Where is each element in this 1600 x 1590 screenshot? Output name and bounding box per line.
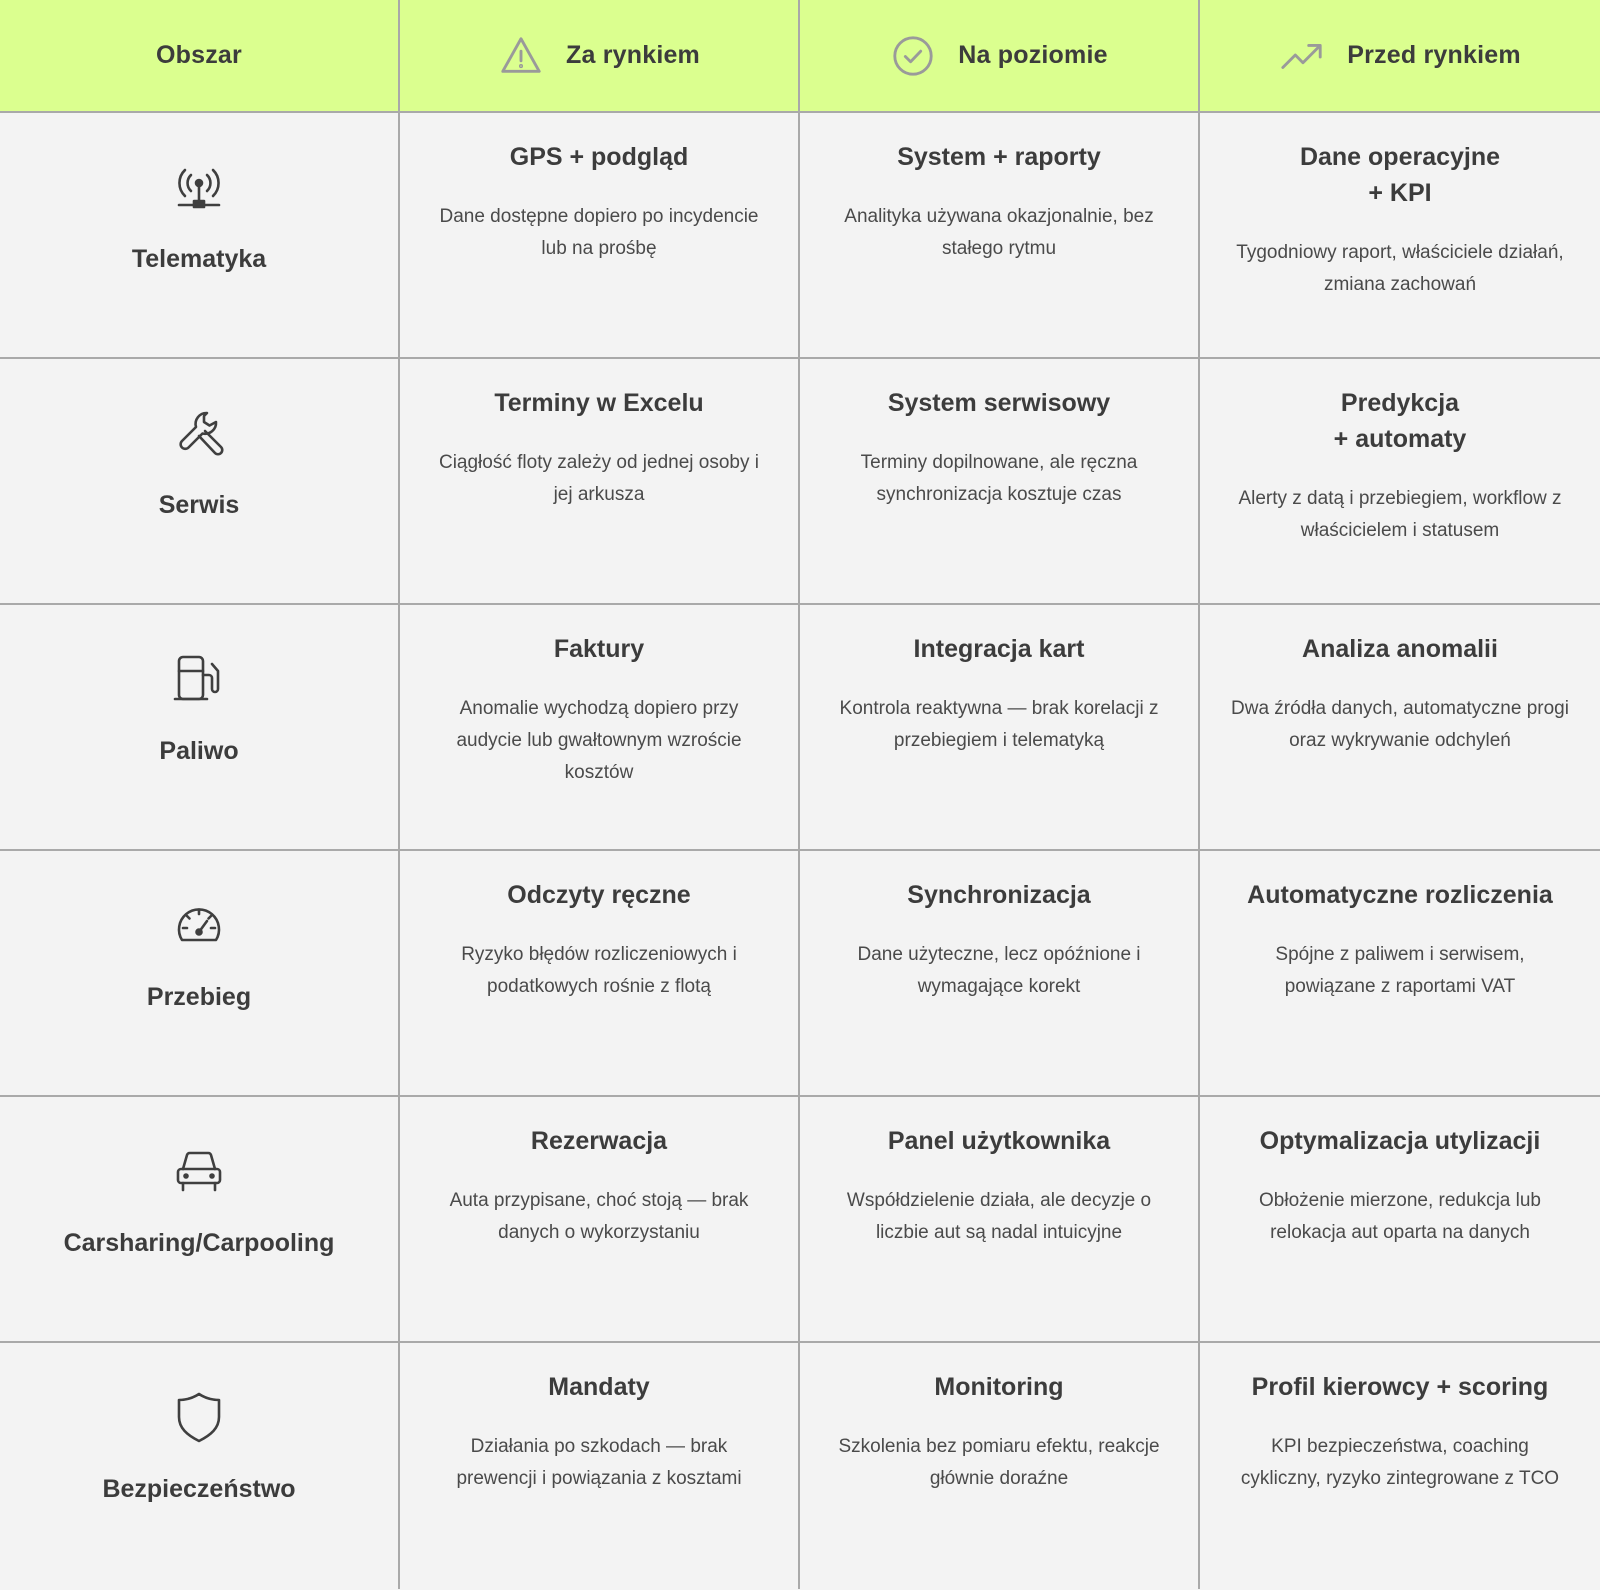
header-label-behind: Za rynkiem [565,41,700,69]
cell-description: KPI bezpieczeństwa, coaching cykliczny, ryzyko zintegrowane z TCO [1240,1436,1560,1489]
warning-triangle-icon [498,33,544,79]
cell-service-level [800,359,1200,605]
check-circle-icon [890,33,936,79]
cell-description: Tygodniowy raport, właściciele działań, zmiana zachowań [1236,242,1564,295]
cell-carsharing-level [800,1097,1200,1343]
area-cell-telematics [0,113,400,359]
area-cell-safety [0,1343,400,1589]
cell-description: Ciągłość floty zależy od jednej osoby i jej arkusza [438,452,759,505]
car-icon [169,1141,229,1201]
cell-title: Odczyty ręczne [507,881,691,909]
cell-title: Monitoring [934,1373,1064,1401]
cell-description: Kontrola reaktywna — brak korelacji z przebiegiem i telematyką [839,698,1159,751]
fuel-pump-icon [169,649,229,709]
shield-icon [169,1387,229,1447]
cell-safety-level [800,1343,1200,1589]
cell-carsharing-behind [400,1097,800,1343]
area-label: Serwis [158,491,240,519]
cell-description: Obłożenie mierzone, redukcja lub relokacja aut oparta na danych [1259,1190,1541,1243]
cell-description: Ryzyko błędów rozliczeniowych i podatkowych rośnie z flotą [461,944,737,997]
cell-mileage-level [800,851,1200,1097]
cell-title: Optymalizacja utylizacji [1259,1127,1541,1155]
header-label-level: Na poziomie [958,41,1108,69]
cell-title: Predykcja + automaty [1333,389,1467,453]
cell-description: Alerty z datą i przebiegiem, workflow z właścicielem i statusem [1238,488,1562,541]
area-cell-carsharing [0,1097,400,1343]
cell-fuel-level [800,605,1200,851]
cell-title: Synchronizacja [907,881,1091,909]
wrench-icon [169,403,229,463]
header-cell-area [0,0,400,113]
cell-carsharing-ahead [1200,1097,1600,1343]
area-cell-service [0,359,400,605]
cell-description: Działania po szkodach — brak prewencji i powiązania z kosztami [456,1436,742,1489]
cell-service-ahead [1200,359,1600,605]
cell-title: System + raporty [897,143,1101,171]
cell-title: Automatyczne rozliczenia [1247,881,1553,909]
cell-description: Szkolenia bez pomiaru efektu, reakcje głównie doraźne [838,1436,1160,1489]
cell-description: Auta przypisane, choć stoją — brak danych o wykorzystaniu [449,1190,749,1243]
cell-title: Profil kierowcy + scoring [1251,1373,1549,1401]
cell-fuel-ahead [1200,605,1600,851]
cell-service-behind [400,359,800,605]
cell-description: Dane dostępne dopiero po incydencie lub na prośbę [439,206,759,259]
cell-description: Analityka używana okazjonalnie, bez stałego rytmu [844,206,1154,259]
area-cell-mileage [0,851,400,1097]
cell-safety-behind [400,1343,800,1589]
cell-description: Spójne z paliwem i serwisem, powiązane z raportami VAT [1275,944,1525,997]
cell-title: System serwisowy [887,389,1111,417]
cell-title: Integracja kart [913,635,1085,663]
header-cell-behind [400,0,800,113]
header-cell-level [800,0,1200,113]
header-label-area: Obszar [156,41,242,69]
cell-description: Dwa źródła danych, automatyczne progi oraz wykrywanie odchyleń [1231,698,1569,751]
area-label: Paliwo [159,737,239,765]
cell-title: Rezerwacja [530,1127,668,1155]
cell-telematics-behind [400,113,800,359]
area-label: Telematyka [131,245,267,273]
speedometer-icon [169,895,229,955]
cell-title: Analiza anomalii [1302,635,1498,663]
cell-title: Panel użytkownika [887,1127,1111,1155]
header-cell-ahead [1200,0,1600,113]
cell-title: Terminy w Excelu [494,389,704,417]
header-label-ahead: Przed rynkiem [1347,41,1521,69]
area-cell-fuel [0,605,400,851]
cell-safety-ahead [1200,1343,1600,1589]
cell-title: Dane operacyjne + KPI [1299,143,1501,207]
cell-description: Terminy dopilnowane, ale ręczna synchronizacja kosztuje czas [860,452,1138,505]
area-label: Bezpieczeństwo [102,1475,296,1503]
broadcast-antenna-icon [169,157,229,217]
trending-up-icon [1279,33,1325,79]
cell-description: Dane użyteczne, lecz opóźnione i wymagające korekt [857,944,1141,997]
cell-description: Współdzielenie działa, ale decyzje o liczbie aut są nadal intuicyjne [846,1190,1152,1243]
cell-description: Anomalie wychodzą dopiero przy audycie lub gwałtownym wzroście kosztów [456,698,742,783]
cell-title: GPS + podgląd [509,143,689,171]
cell-telematics-level [800,113,1200,359]
cell-title: Mandaty [548,1373,650,1401]
cell-mileage-ahead [1200,851,1600,1097]
cell-title: Faktury [553,635,645,663]
area-label: Przebieg [146,983,252,1011]
area-label: Carsharing/Carpooling [63,1229,335,1257]
cell-fuel-behind [400,605,800,851]
cell-mileage-behind [400,851,800,1097]
cell-telematics-ahead [1200,113,1600,359]
